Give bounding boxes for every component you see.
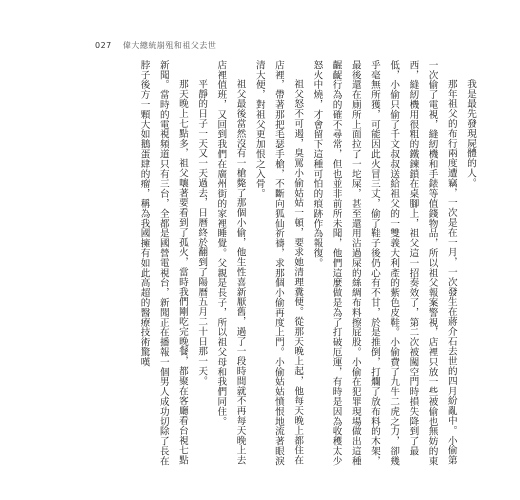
chapter-title: 偉大總統崩殂和祖父去世 — [122, 41, 217, 50]
page-number: 027 — [95, 41, 112, 50]
paragraph: 祖父怒不可遏，臭罵小偷姑姑一頓，要求她清理糞便。從那天晚上起，他每天晚上都住在店裡，帶著那把毛瑟手槍，不斷向狐仙祈禱，求那個小偷再度上門。小偷姑姑憤恨地流著眼淚清大便，對祖父更加恨之入骨。 — [253, 60, 304, 466]
vertical-text-body — [134, 60, 480, 470]
paragraph: 那天晚上七點多，祖父嚷著要看到了孤火，當時我們剛吃完晚餐，都聚在客廳看台視七點新聞。當時的電視頻道只有三台，全都是國營電視台，新聞正在播報一個男人成功切除了長在脖子後方一顆大如鵝蛋肆的瘤，稱為我國擁有如此高超的醫療技術驚嘆 — [138, 60, 188, 466]
paragraph: 我是最先發現屍體的人。 — [465, 79, 476, 189]
paragraph: 平靜的日子一天又一天過去，日曆終於翻到了陽曆五月二十日那一天。 — [196, 79, 208, 387]
paragraph: 那年祖父的布行兩度遭竊，一次是在一月，一次發生在蔣介石去世的四月紛亂中。小偷第一次偷了電視，縫紉機和手錶等值錢物品，所以祖父報案警視，店裡只放一些被偷也無妨的東西，縫紉機用很粗的鐵鍊鎖在桌腳上，祖父這一招奏效了，第二次被闖空門時損失降到了最低，小偷只偷了千文叔叔送給祖父的一雙義大利產的紫色皮鞋。小偷費了九牛二虎之力，卻幾乎毫無所獲，可能因此火冒三丈，偷了鞋子後仍心有不甘，於是推倒，打爛了放布料的木架，最後還在廁所上面拉了一坨屎，甚至還用沾過屎的絲綢布料擦屁股。小偷在犯罪現場做出這種齷齪行為的確不尋常，但也並非前所未聞，他們這麼做是為了打破厄運，有時是因為收穫太少怒火中燒，才會留下這種可怕的痕跡作為報復。 — [311, 60, 457, 466]
paragraph: 祖父最後當然沒有一槍斃了那個小偷，他生性喜新厭舊，過了一段時間就不再每天晚上去店裡值班，又回到我們在廣州街的家裡睡覺。父親是長子，所以祖父母和我們同住。 — [215, 60, 246, 466]
running-header — [95, 40, 216, 51]
